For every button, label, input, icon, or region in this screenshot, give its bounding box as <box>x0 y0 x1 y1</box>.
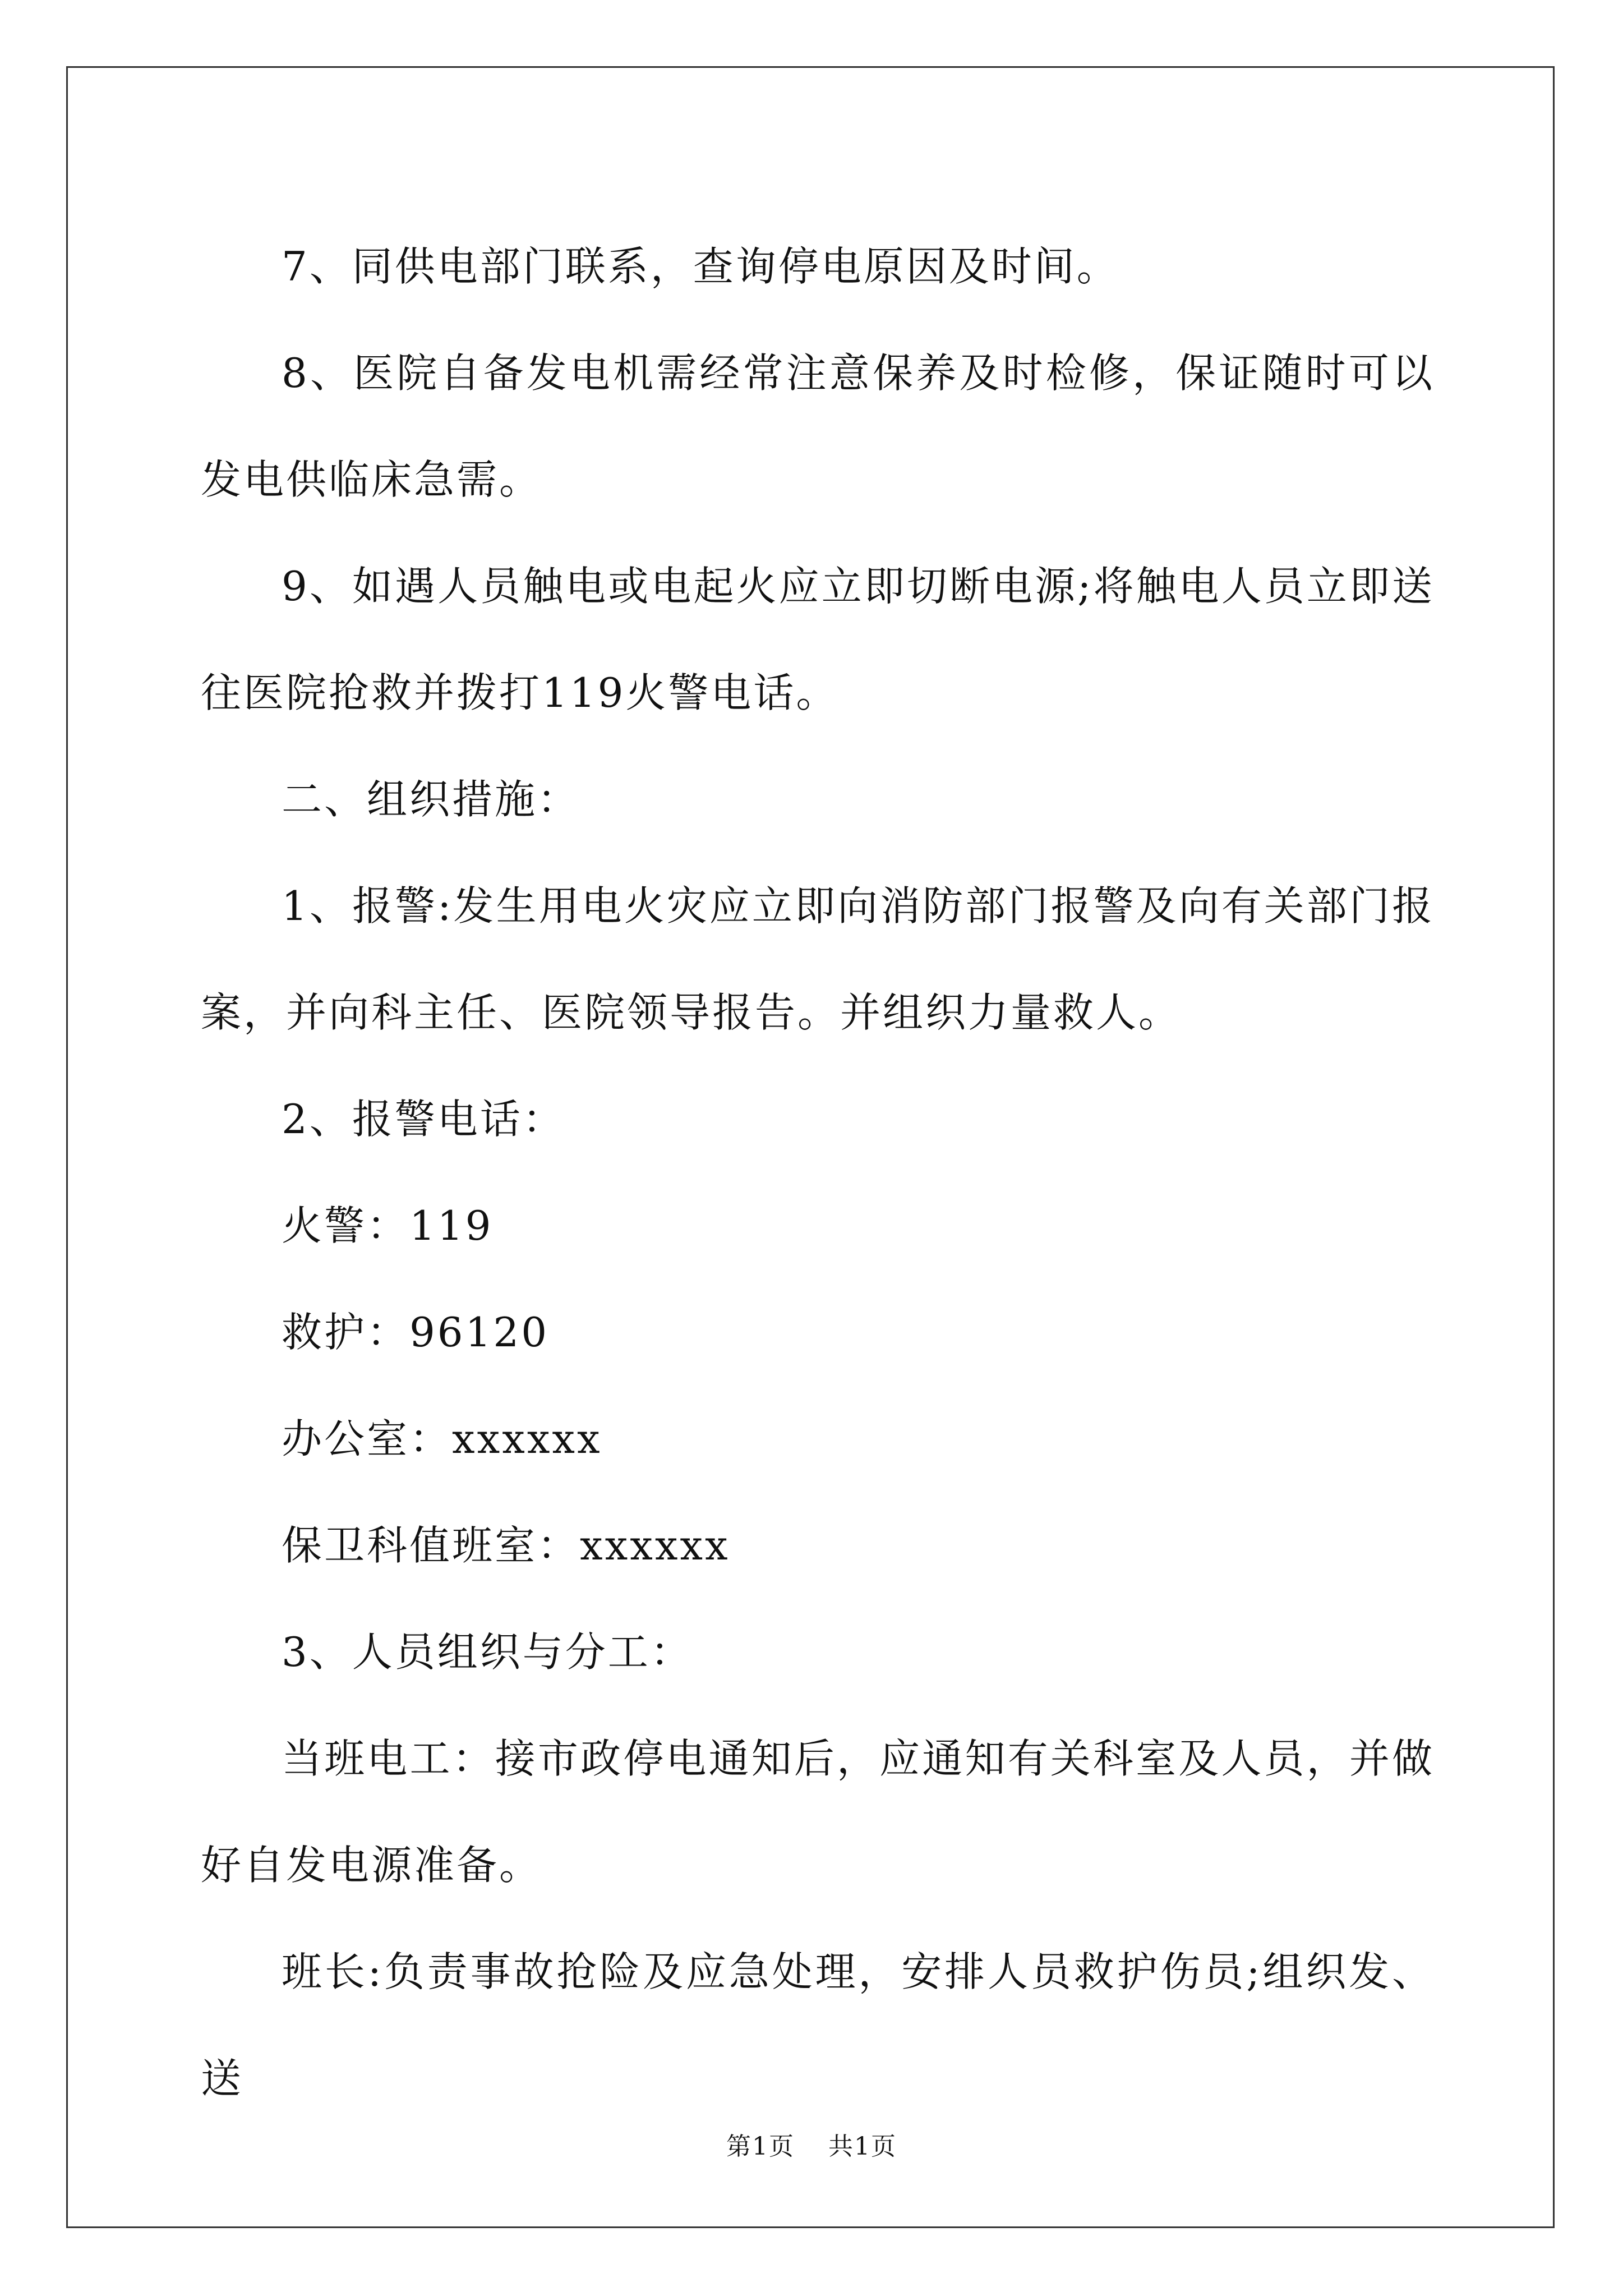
page-footer <box>0 2126 1623 2162</box>
paragraph: 3、人员组织与分工： <box>282 1628 693 1676</box>
paragraph: 7、同供电部门联系，查询停电原因及时间。 <box>282 243 1119 290</box>
page-total: 共1页 <box>828 2132 897 2161</box>
section-heading: 二、组织措施： <box>282 776 580 823</box>
phone-fire: 火警：119 <box>282 1202 494 1249</box>
paragraph: 1、报警:发生用电火灾应立即向消防部门报警及向有关部门报案，并向科主任、医院领导报告。并组织力量救人。 <box>201 882 1435 1036</box>
paragraph: 9、如遇人员触电或电起火应立即切断电源;将触电人员立即送往医院抢救并拨打119火警电话。 <box>201 563 1435 716</box>
paragraph: 8、医院自备发电机需经常注意保养及时检修，保证随时可以发电供临床急需。 <box>201 349 1435 503</box>
page-number: 第1页 <box>726 2132 795 2161</box>
phone-security: 保卫科值班室：xxxxxx <box>282 1522 730 1569</box>
document-body <box>201 213 1435 2132</box>
phone-ambulance: 救护：96120 <box>282 1309 550 1356</box>
paragraph: 班长:负责事故抢险及应急处理，安排人员救护伤员;组织发、送 <box>201 1948 1435 2102</box>
paragraph: 当班电工：接市政停电通知后，应通知有关科室及人员，并做好自发电源准备。 <box>201 1735 1435 1889</box>
phone-office: 办公室：xxxxxx <box>282 1415 602 1462</box>
paragraph: 2、报警电话： <box>282 1096 565 1143</box>
